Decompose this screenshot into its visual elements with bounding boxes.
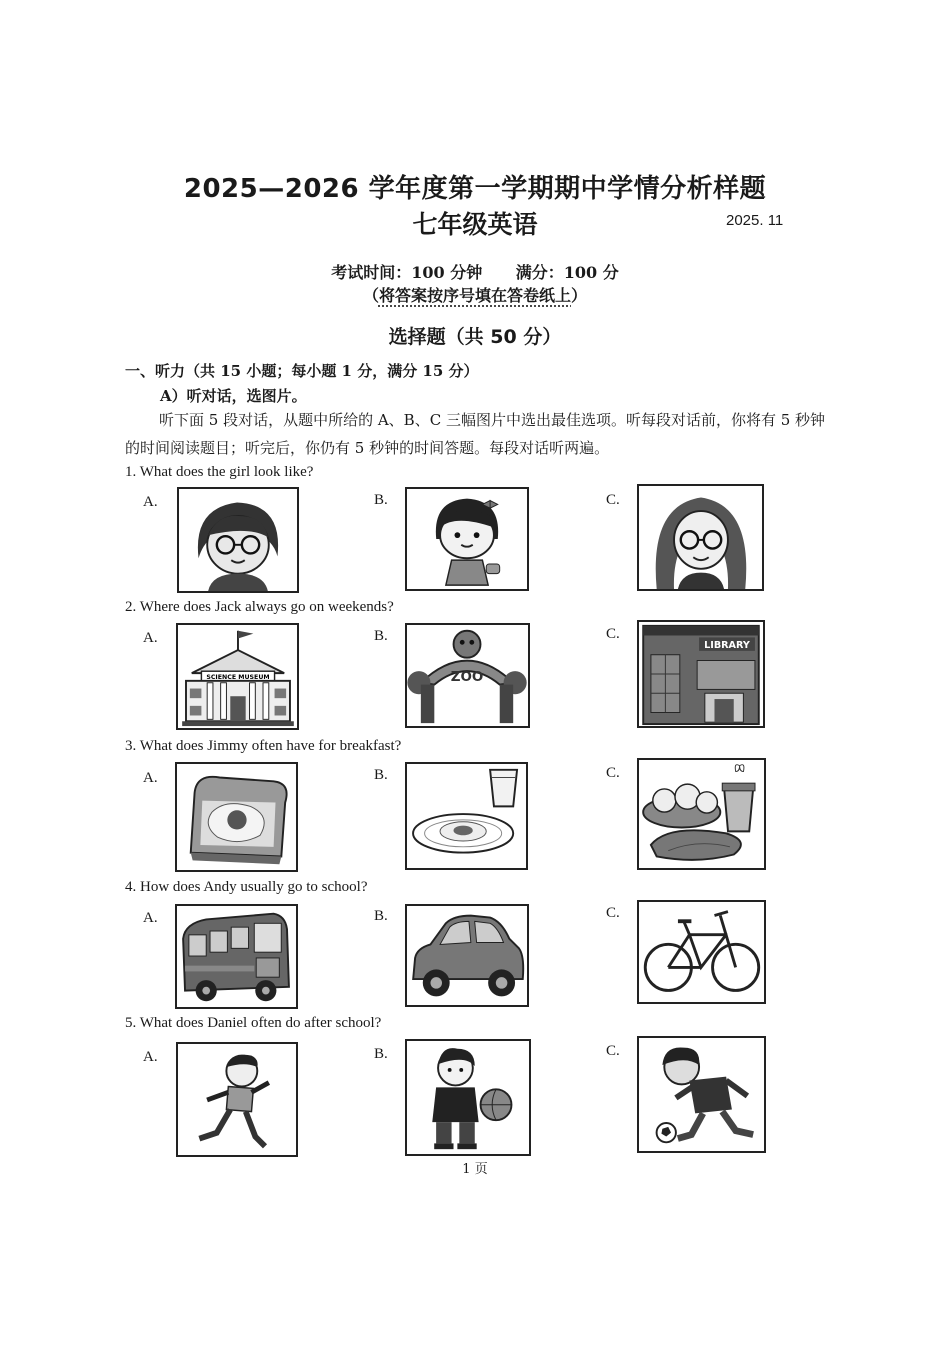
q2-picture-b-zoo-gate (405, 623, 530, 728)
q3-picture-a-toast-with-egg (175, 762, 298, 872)
section-title: 选择题（共 50 分） (388, 326, 562, 348)
q3-option-c[interactable]: C. (606, 765, 620, 781)
exam-date: 2025. 11 (726, 212, 784, 229)
q2-option-b[interactable]: B. (374, 628, 388, 644)
q4-option-c[interactable]: C. (606, 905, 620, 921)
q1-option-c[interactable]: C. (606, 492, 620, 508)
q3-picture-c-buns-and-soy-milk (637, 758, 766, 870)
q5-option-c[interactable]: C. (606, 1043, 620, 1059)
q1-option-a[interactable]: A. (143, 494, 158, 510)
subpart-title: A）听对话，选图片。 (160, 387, 307, 405)
note-open: （ (362, 286, 379, 305)
question-4: 4. How does Andy usually go to school? (125, 879, 368, 895)
q1-picture-a-short-hair-glasses (177, 487, 299, 593)
q3-picture-b-fried-egg-and-milk (405, 762, 528, 870)
exam-title: 2025—2026 学年度第一学期期中学情分析样题 (183, 174, 767, 204)
answer-note (0, 283, 950, 306)
question-2: 2. Where does Jack always go on weekends? (125, 599, 394, 615)
q4-picture-b-car (405, 904, 529, 1007)
q5-picture-a-boy-running (176, 1042, 298, 1157)
q1-option-b[interactable]: B. (374, 492, 388, 508)
note-close: ） (571, 286, 588, 305)
q2-option-a[interactable]: A. (143, 630, 158, 646)
part-title: 一、听力（共 15 小题；每小题 1 分，满分 15 分） (125, 362, 479, 380)
q5-picture-c-boy-playing-football (637, 1036, 766, 1153)
instructions: 听下面 5 段对话，从题中所给的 A、B、C 三幅图片中选出最佳选项。听每段对话前，你将有 5 秒钟的时间阅读题目；听完后，你仍有 5 秒钟的时间答题。每段对话听两遍。 (125, 411, 826, 457)
q4-picture-c-bicycle (637, 900, 766, 1004)
q1-picture-c-long-hair-glasses (637, 484, 764, 591)
q3-option-b[interactable]: B. (374, 767, 388, 783)
q5-option-b[interactable]: B. (374, 1046, 388, 1062)
question-5: 5. What does Daniel often do after school? (125, 1015, 382, 1031)
exam-full-score: 满分：100 分 (515, 263, 619, 282)
q1-picture-b-girl-with-bow (405, 487, 529, 591)
exam-info (0, 260, 950, 283)
note-text: 将答案按序号填在答卷纸上 (378, 286, 571, 305)
q2-option-c[interactable]: C. (606, 626, 620, 642)
q4-picture-a-bus (175, 904, 298, 1009)
exam-time: 考试时间：100 分钟 (331, 263, 483, 282)
q3-option-a[interactable]: A. (143, 770, 158, 786)
q5-option-a[interactable]: A. (143, 1049, 158, 1065)
zoo-sign: ZOO (450, 669, 484, 685)
q2-picture-c-library (637, 620, 765, 728)
page-number: 1 页 (462, 1162, 488, 1177)
q2-picture-a-science-museum (176, 623, 299, 730)
exam-subtitle: 七年级英语 (412, 210, 538, 239)
q4-option-b[interactable]: B. (374, 908, 388, 924)
question-1: 1. What does the girl look like? (125, 464, 314, 480)
question-3: 3. What does Jimmy often have for breakfast? (125, 738, 402, 754)
library-sign: LIBRARY (704, 640, 750, 651)
museum-sign: SCIENCE MUSEUM (206, 673, 270, 681)
q4-option-a[interactable]: A. (143, 910, 158, 926)
q5-picture-b-boy-with-basketball (405, 1039, 531, 1156)
